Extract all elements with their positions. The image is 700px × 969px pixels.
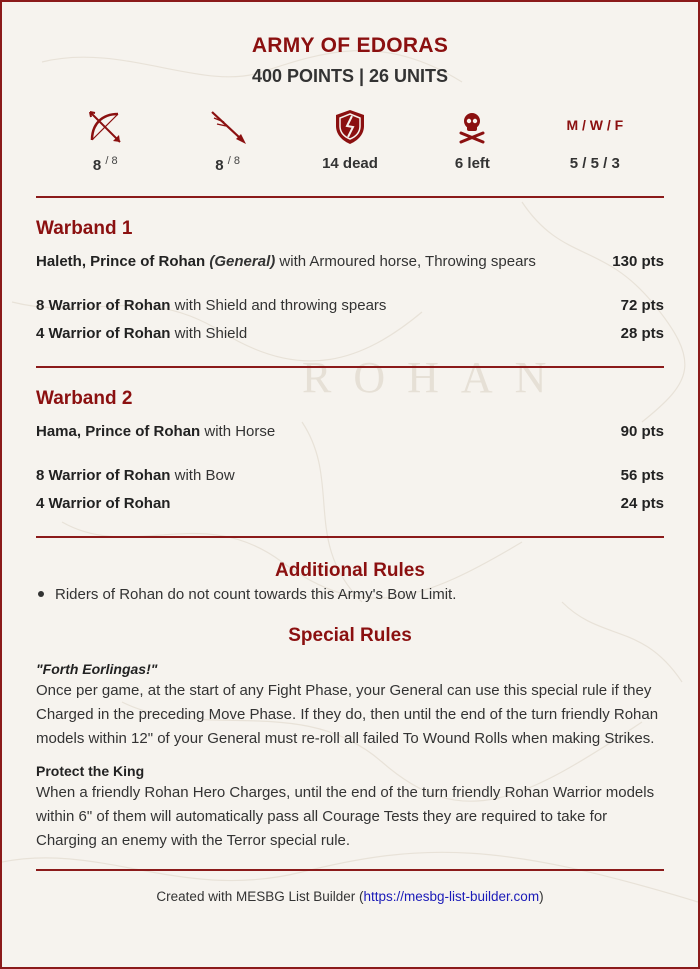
unit-row-hero (36, 418, 664, 446)
unit-name: Hama, Prince of Rohan (36, 423, 201, 440)
throwing-spear-icon (208, 107, 248, 147)
additional-rules (36, 538, 664, 603)
unit-points: 56 pts (620, 467, 664, 484)
stat-bows (44, 107, 166, 174)
general-tag: (General) (209, 253, 276, 270)
unit-name: 4 Warrior of Rohan (36, 495, 171, 512)
special-rule (36, 763, 664, 853)
warband-1 (36, 198, 664, 366)
unit-gear: with Horse (204, 423, 276, 440)
list-item (36, 586, 664, 603)
unit-points: 130 pts (612, 253, 664, 270)
warband-2 (36, 368, 664, 536)
warband-title: Warband 2 (36, 388, 133, 409)
army-header (36, 2, 664, 87)
special-rule-name: "Forth Eorlingas!" (36, 661, 158, 677)
special-rule (36, 661, 664, 751)
unit-row (36, 292, 664, 320)
unit-points: 90 pts (620, 423, 664, 440)
unit-points: 28 pts (620, 325, 664, 342)
unit-row (36, 490, 664, 518)
special-rule-text: When a friendly Rohan Hero Charges, until the end of the turn friendly Rohan Warrior models within 6" of them will automatically pass all Courage Tests they are required to take for Charging an enemy with the Terror special rule. (36, 784, 655, 849)
unit-gear: with Shield and throwing spears (174, 297, 387, 314)
unit-gear: with Shield (174, 325, 248, 342)
stat-mwf (534, 107, 656, 174)
bow-count: 8 (92, 157, 102, 174)
unit-row (36, 320, 664, 348)
unit-gear: with Armoured horse, Throwing spears (279, 253, 536, 270)
army-title: ARMY OF EDORAS (251, 34, 449, 57)
broken-shield-icon (333, 107, 367, 147)
additional-rules-title: Additional Rules (275, 560, 425, 581)
builder-link[interactable]: https://mesbg-list-builder.com (363, 889, 540, 904)
break-point-value: 14 dead (322, 155, 378, 172)
footer-prefix: Created with MESBG List Builder ( (156, 889, 364, 904)
special-rule-text: Once per game, at the start of any Fight Phase, your General can use this special rule if they Charged in the preceding Move Phase. If they do, then until the end of the turn friendly Rohan models within 12" of your General must re-roll all failed To Wound Rolls when making Strikes. (36, 682, 659, 747)
unit-name: 8 Warrior of Rohan (36, 467, 171, 484)
stat-break-point (289, 107, 411, 174)
throwing-count: 8 (215, 157, 224, 174)
special-rules (36, 603, 664, 869)
mwf-label: M / W / F (566, 117, 624, 133)
unit-row-hero (36, 248, 664, 276)
footer (36, 871, 664, 904)
svg-text:ROHAN: ROHAN (302, 353, 569, 402)
throwing-limit: / 8 (227, 155, 240, 167)
army-stats (36, 107, 664, 174)
stat-throwing-weapons (166, 107, 288, 174)
mwf-value: 5 / 5 / 3 (569, 155, 620, 172)
quarter-value: 6 left (454, 155, 490, 172)
unit-points: 72 pts (620, 297, 664, 314)
skull-crossbones-icon (457, 107, 487, 147)
unit-name: Haleth, Prince of Rohan (36, 253, 206, 270)
special-rules-title: Special Rules (288, 625, 412, 646)
warband-title: Warband 1 (36, 218, 133, 239)
additional-rule-text: Riders of Rohan do not count towards this Army's Bow Limit. (55, 586, 457, 603)
bullet-icon (38, 591, 44, 597)
footer-suffix: ) (539, 889, 544, 904)
bow-icon (86, 107, 124, 147)
army-summary: 400 POINTS | 26 UNITS (251, 66, 449, 86)
special-rule-name: Protect the King (36, 763, 145, 779)
unit-gear: with Bow (174, 467, 235, 484)
bow-limit: / 8 (105, 155, 118, 167)
unit-name: 4 Warrior of Rohan (36, 325, 171, 342)
unit-name: 8 Warrior of Rohan (36, 297, 171, 314)
stat-quarter (411, 107, 533, 174)
unit-row (36, 462, 664, 490)
unit-points: 24 pts (620, 495, 664, 512)
